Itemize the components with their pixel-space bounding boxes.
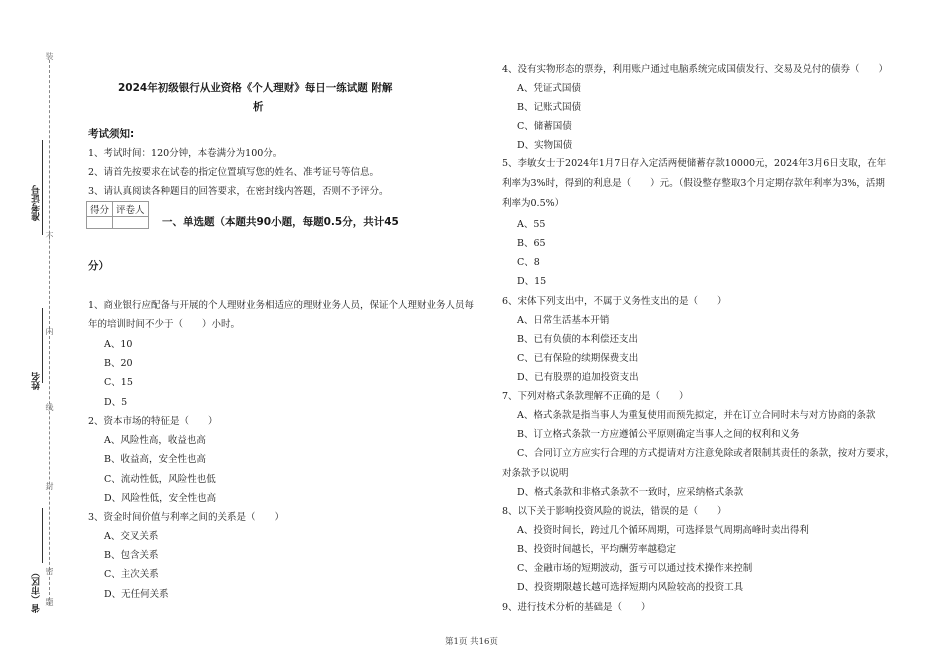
- question-stem: 4、没有实物形态的票券，利用账户通过电脑系统完成国债发行、交易及兑付的债券（ ）: [502, 64, 889, 75]
- option: B、65: [517, 238, 546, 249]
- score-box: [86, 201, 149, 229]
- name-label: 姓名: [32, 372, 42, 390]
- question-stem: 利率为0.5%）: [502, 198, 565, 209]
- option: D、风险性低，安全性也高: [104, 493, 217, 504]
- option: A、凭证式国债: [517, 83, 581, 94]
- margin-mark-mi: 密: [45, 567, 54, 575]
- option: C、金融市场的短期波动，蛋亏可以通过技术操作来控制: [517, 563, 753, 574]
- option: C、储蓄国债: [517, 121, 572, 132]
- question-stem: 2、资本市场的特征是（ ）: [88, 416, 218, 427]
- option: A、投资时间长，跨过几个循环周期，可选择景气周期高峰时卖出得利: [517, 525, 809, 536]
- score-box-grader-cell[interactable]: [113, 217, 149, 229]
- option: D、无任何关系: [104, 589, 169, 600]
- option: D、实物国债: [517, 140, 573, 151]
- option: A、日常生活基本开销: [517, 315, 610, 326]
- section-heading-line1: 一、单选题（本题共90小题，每题0.5分，共计45: [162, 216, 399, 228]
- option: D、15: [517, 276, 547, 287]
- option: A、55: [517, 219, 546, 230]
- question-stem: 7、下列对格式条款理解不正确的是（ ）: [502, 391, 689, 402]
- notice-heading: 考试须知:: [88, 128, 135, 140]
- option: B、投资时间越长，平均酬劳率越稳定: [517, 544, 676, 555]
- notice-item: 3、请认真阅读各种题目的回答要求，在密封线内答题，否则不予评分。: [88, 186, 389, 197]
- question-stem: 1、商业银行应配备与开展的个人理财业务相适应的理财业务人员，保证个人理财业务人员每: [88, 300, 475, 311]
- option: C、已有保险的续期保费支出: [517, 353, 639, 364]
- option: D、投资期限越长越可选择短期内风险较高的投资工具: [517, 582, 744, 593]
- score-box-grader-label: 评卷人: [113, 202, 149, 217]
- margin-mark-nei: 内: [45, 327, 54, 335]
- notice-item: 2、请首先按要求在试卷的指定位置填写您的姓名、准考证号等信息。: [88, 167, 380, 178]
- margin-mark-bottom: 题: [45, 598, 54, 606]
- page-number: 第1页 共16页: [445, 637, 498, 647]
- option: B、记账式国债: [517, 102, 581, 113]
- name-blank: [42, 308, 43, 383]
- option: B、包含关系: [104, 550, 159, 561]
- question-stem: 年的培训时间不少于（ ）小时。: [88, 319, 241, 330]
- option: D、格式条款和非格式条款不一致时，应采纳格式条款: [517, 487, 744, 498]
- score-box-score-cell[interactable]: [87, 217, 113, 229]
- province-label: 省（市区）: [32, 568, 42, 613]
- doc-title-line1: 2024年初级银行从业资格《个人理财》每日一练试题 附解: [118, 82, 393, 94]
- question-stem: 9、进行技术分析的基础是（ ）: [502, 602, 651, 613]
- question-stem: 8、以下关于影响投资风险的说法，错误的是（ ）: [502, 506, 727, 517]
- option-continuation: 对条款予以说明: [502, 468, 569, 479]
- score-box-score-label: 得分: [87, 202, 113, 217]
- option: B、订立格式条款一方应遵循公平原则确定当事人之间的权利和义务: [517, 429, 800, 440]
- option: B、20: [104, 358, 133, 369]
- option: C、流动性低，风险性也低: [104, 474, 216, 485]
- notice-item: 1、考试时间：120分钟，本卷满分为100分。: [88, 148, 283, 159]
- margin-mark-xian: 线: [45, 403, 54, 411]
- question-stem: 利率为3%时，得到的利息是（ ）元。（假设整存整取3个月定期存款年利率为3%，活期: [502, 178, 885, 189]
- province-blank: [42, 508, 43, 563]
- option: A、10: [104, 339, 133, 350]
- option: C、15: [104, 377, 133, 388]
- option: C、合同订立方应实行合理的方式提请对方注意免除或者限制其责任的条款，按对方要求，: [517, 448, 895, 459]
- option: A、风险性高，收益也高: [104, 435, 206, 446]
- option: D、5: [104, 397, 128, 408]
- question-stem: 5、李敏女士于2024年1月7日存入定活两便储蓄存款10000元，2024年3月6日支取，在年: [502, 158, 887, 169]
- question-stem: 3、资金时间价值与利率之间的关系是（ ）: [88, 512, 285, 523]
- doc-title-line2: 析: [253, 101, 264, 113]
- option: B、收益高，安全性也高: [104, 454, 206, 465]
- option: D、已有股票的追加投资支出: [517, 372, 639, 383]
- option: A、格式条款是指当事人为重复使用而预先拟定，并在订立合同时未与对方协商的条款: [517, 410, 876, 421]
- option: B、已有负债的本利偿还支出: [517, 334, 638, 345]
- margin-mark-top: 装: [45, 52, 54, 60]
- option: C、主次关系: [104, 569, 159, 580]
- question-stem: 6、宋体下列支出中，不属于义务性支出的是（ ）: [502, 296, 727, 307]
- exam-number-label: 准考证号: [32, 185, 42, 221]
- margin-mark-bu: 不: [45, 232, 54, 240]
- section-heading-line2: 分）: [88, 260, 109, 272]
- option: A、交叉关系: [104, 531, 159, 542]
- exam-number-blank: [42, 140, 43, 235]
- margin-mark-feng: 封: [45, 482, 54, 490]
- option: C、8: [517, 257, 540, 268]
